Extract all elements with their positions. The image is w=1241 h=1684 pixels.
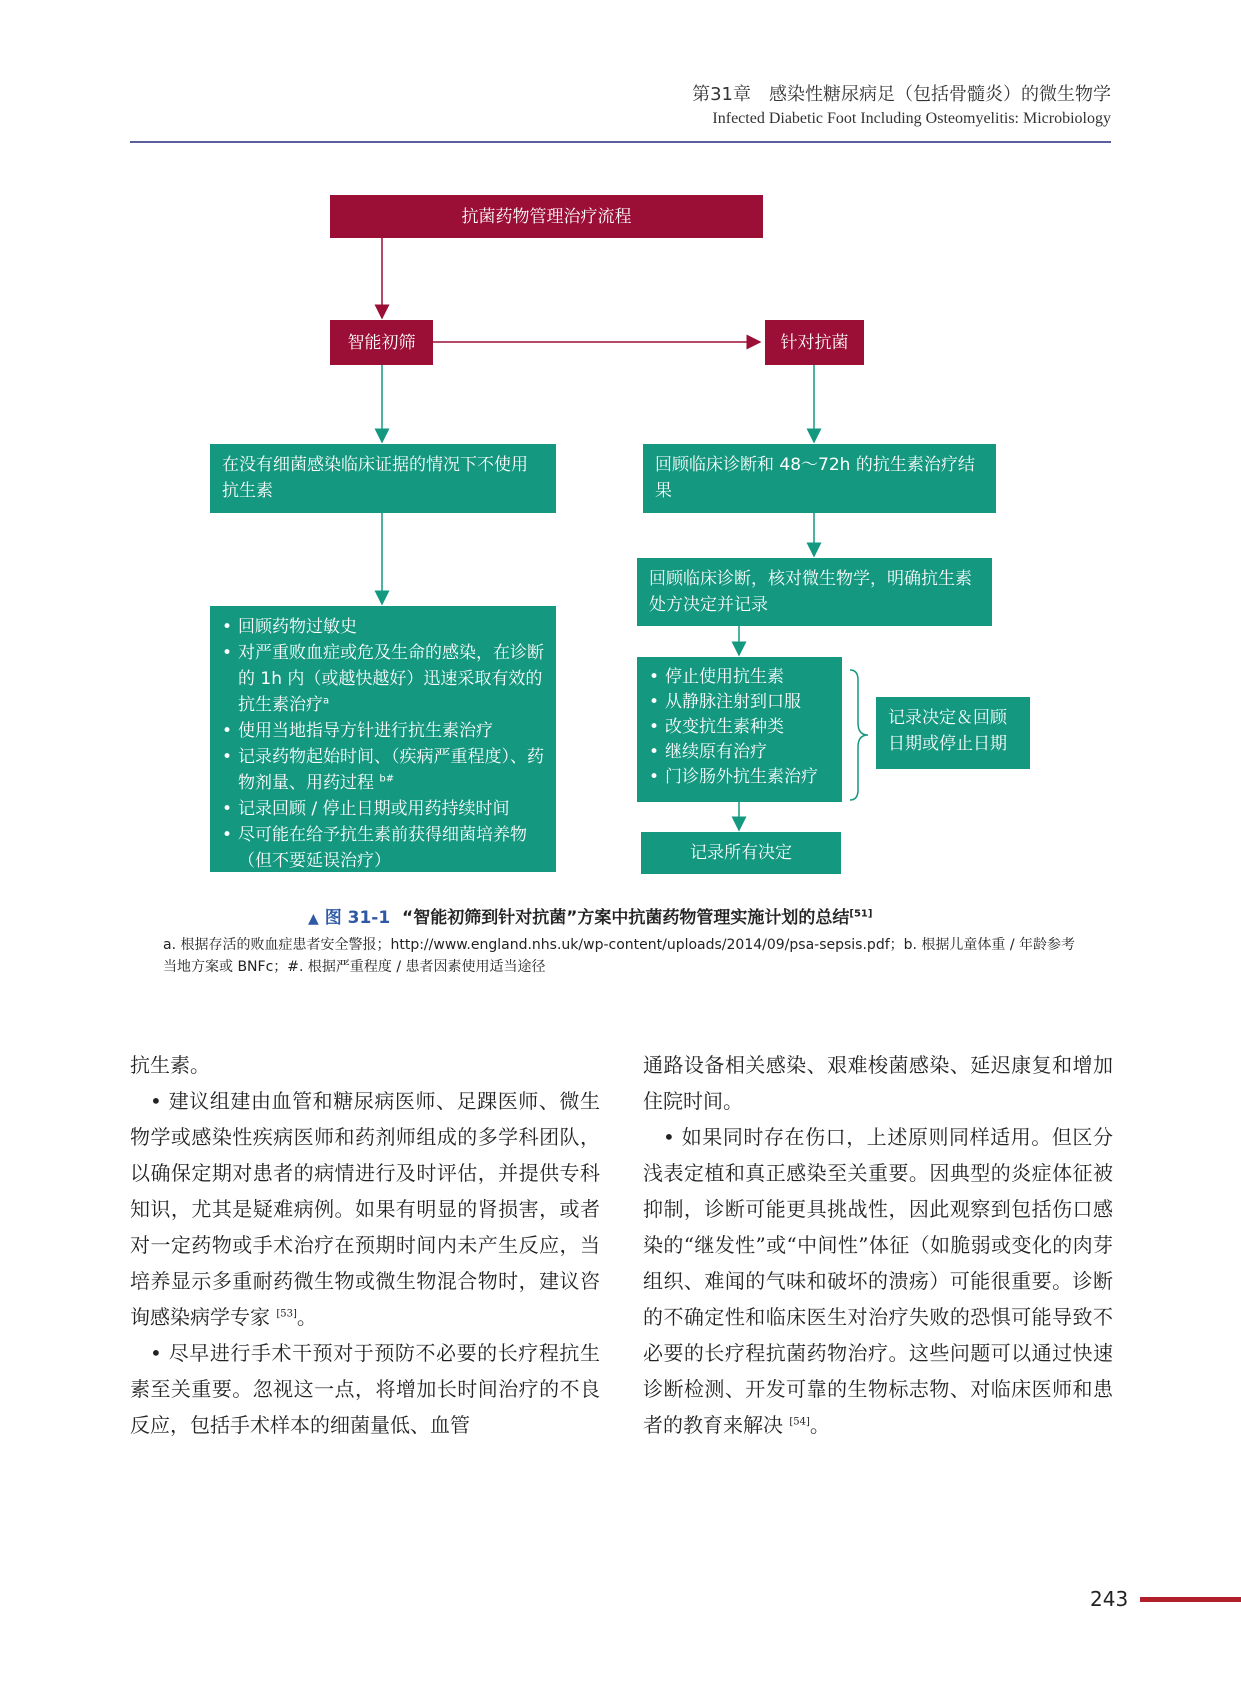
flow-record-all-box: 记录所有决定 [641, 832, 841, 874]
flow-targeted-box: 针对抗菌 [765, 320, 864, 365]
paragraph: 通路设备相关感染、艰难梭菌感染、延迟康复和增加住院时间。 [643, 1053, 1113, 1113]
page-number-bar [1140, 1597, 1241, 1602]
option-item: • 停止使用抗生素 [649, 665, 830, 690]
option-item: • 从静脉注射到口服 [649, 690, 830, 715]
page-number: 243 [1090, 1587, 1129, 1611]
caption-text: “智能初筛到针对抗菌”方案中抗菌药物管理实施计划的总结 [402, 908, 850, 928]
flow-no-antibiotic-box: 在没有细菌感染临床证据的情况下不使用抗生素 [210, 444, 556, 513]
flow-review-micro-box: 回顾临床诊断，核对微生物学，明确抗生素处方决定并记录 [637, 558, 992, 626]
flow-review-48h-box: 回顾临床诊断和 48～72h 的抗生素治疗结果 [643, 444, 996, 513]
option-item: • 门诊肠外抗生素治疗 [649, 765, 830, 790]
checklist-item: • 对严重败血症或危及生命的感染，在诊断的 1h 内（或越快越好）迅速采取有效的抗生素治疗$^a$ [222, 640, 544, 718]
option-item: • 改变抗生素种类 [649, 715, 830, 740]
checklist-item: • 回顾药物过敏史 [222, 614, 544, 640]
running-header-cn: 第31章 感染性糖尿病足（包括骨髓炎）的微生物学 [692, 84, 1111, 105]
paragraph: • 尽早进行手术干预对于预防不必要的长疗程抗生素至关重要。忽视这一点，将增加长时间治疗的不良反应，包括手术样本的细菌量低、血管 [130, 1341, 600, 1437]
option-item: • 继续原有治疗 [649, 740, 830, 765]
flow-smart-screen-box: 智能初筛 [330, 320, 433, 365]
flow-left-checklist [210, 606, 556, 872]
paragraph: • 如果同时存在伤口，上述原则同样适用。但区分浅表定植和真正感染至关重要。因典型的炎症体征被抑制，诊断可能更具挑战性，因此观察到包括伤口感染的“继发性”或“中间性”体征（如脆弱或变化的肉芽组织、难闻的气味和破坏的溃疡）可能很重要。诊断的不确定性和临床医生对治疗失败的恐惧可能导致不必要的长疗程抗菌药物治疗。这些问题可以通过快速诊断检测、开发可靠的生物标志物、对临床医师和患者的教育来解决 [54]。 [643, 1125, 1113, 1437]
flow-options-list [637, 657, 842, 802]
checklist-item: • 记录药物起始时间、（疾病严重程度）、药物剂量、用药过程 $^{b\#}$ [222, 744, 544, 796]
figure-caption [308, 903, 872, 928]
paragraph: 抗生素。 [130, 1053, 210, 1077]
figure-note: a. 根据存活的败血症患者安全警报；http://www.england.nhs.uk/wp-content/uploads/2014/09/psa-sepsis.pdf；b. 根据儿童体重 / 年龄参考当地方案或 BNFc；#. 根据严重程度 / 患者因素使用适当途径 [163, 937, 1076, 975]
body-column-right [643, 1047, 1113, 1443]
figure-label: 图 31-1 [324, 908, 391, 928]
triangle-icon: ▲ [308, 911, 319, 927]
flow-top-box: 抗菌药物管理治疗流程 [330, 195, 763, 238]
flow-record-decision-box: 记录决定＆回顾日期或停止日期 [876, 697, 1030, 769]
running-header-en: Infected Diabetic Foot Including Osteomyelitis: Microbiology [712, 110, 1111, 127]
checklist-item: • 使用当地指导方针进行抗生素治疗 [222, 718, 544, 744]
caption-ref: [51] [849, 908, 873, 920]
paragraph: • 建议组建由血管和糖尿病医师、足踝医师、微生物学或感染性疾病医师和药剂师组成的多学科团队，以确保定期对患者的病情进行及时评估，并提供专科知识，尤其是疑难病例。如果有明显的肾损害，或者对一定药物或手术治疗在预期时间内未产生反应，当培养显示多重耐药微生物或微生物混合物时，建议咨询感染病学专家 [53]。 [130, 1089, 600, 1329]
curly-brace [848, 668, 872, 802]
checklist-item: • 尽可能在给予抗生素前获得细菌培养物（但不要延误治疗） [222, 822, 544, 874]
checklist-item: • 记录回顾 / 停止日期或用药持续时间 [222, 796, 544, 822]
body-column-left [130, 1047, 600, 1443]
